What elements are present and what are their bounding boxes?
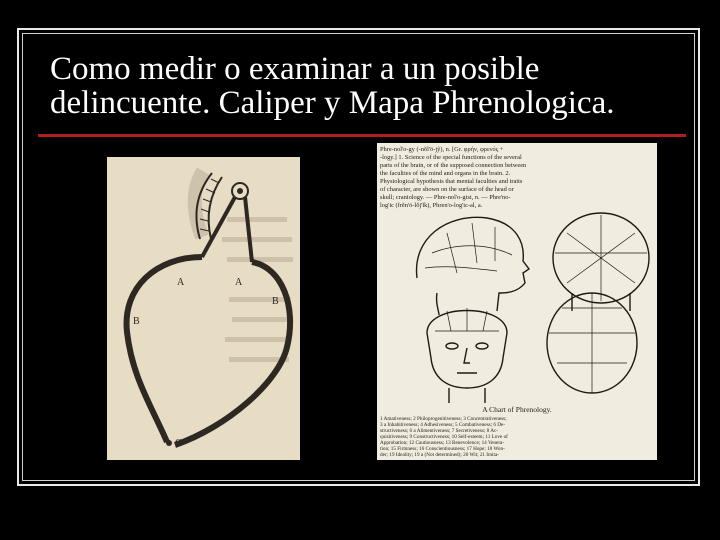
phrenology-chart-image (377, 143, 657, 460)
dictionary-entry (380, 146, 527, 209)
legend-line: 3 a Inhabitiveness; 4 Adhesiveness; 5 Combativeness; 6 De- (380, 422, 506, 428)
front-face-icon (427, 308, 507, 403)
legend-line: quisitiveness; 9 Constructiveness; 10 Self-esteem; 11 Love of (380, 434, 508, 440)
dictionary-line: of character, are shown on the surface of the head or (380, 186, 514, 193)
legend-line: tion; 15 Firmness; 16 Conscientiousness; 17 Hope; 18 Won- (380, 446, 505, 452)
dictionary-line: Physiological hypothesis that mental faculties and traits (380, 178, 523, 185)
dictionary-line: -logy.] 1. Science of the special functions of the several (380, 154, 522, 161)
dictionary-line: the faculties of the mind and organs in the brain. 2. (380, 170, 511, 177)
slide-title (50, 52, 690, 120)
phrenology-chart-drawing (377, 143, 657, 460)
caliper-label-b1: B (133, 316, 140, 327)
dictionary-line: Phre-nol'o-gy (-nŏl'ō-jỹ), n. [Gr. φρήν, φρενός + (380, 146, 504, 153)
legend-line: 1 Amativeness; 2 Philoprogenitiveness; 3 Concentrativeness; (380, 416, 507, 422)
caliper-label-c: C (175, 438, 182, 449)
legend-line: Approbation; 12 Cautiousness; 13 Benevolence; 14 Venera- (380, 440, 505, 446)
skull-top-icon (547, 293, 637, 393)
chart-legend (380, 416, 508, 458)
caliper-drawing (107, 157, 300, 460)
dictionary-line: parts of the brain, or of the supposed connection between (380, 162, 527, 169)
legend-line: der; 19 Ideality; 19 a (Not determined); 20 Wit; 21 Imita- (380, 452, 499, 458)
caliper-label-a2: A (235, 277, 243, 288)
slide-title-line-1: Como medir o examinar a un posible (50, 51, 540, 87)
slide-title-line-2: delincuente. Caliper y Mapa Phrenologica. (50, 85, 615, 121)
dictionary-line: skull; craniology. — Phre-nol'o-gist, n. — Phre'no- (380, 194, 511, 201)
chart-caption: A Chart of Phrenology. (482, 405, 552, 414)
title-divider (38, 134, 686, 137)
back-head-icon (553, 213, 649, 311)
legend-line: structiveness; 6 a Alimentiveness; 7 Secretiveness; 8 Ac- (380, 428, 498, 434)
caliper-label-a1: A (177, 277, 185, 288)
dictionary-line: log'ic (frĕn'ō-lŏj'ĭk), Phren'o-log'ic-al, a. (380, 202, 483, 209)
caliper-illustration (107, 157, 300, 460)
caliper-label-b2: B (272, 296, 279, 307)
profile-head-icon (417, 217, 529, 315)
